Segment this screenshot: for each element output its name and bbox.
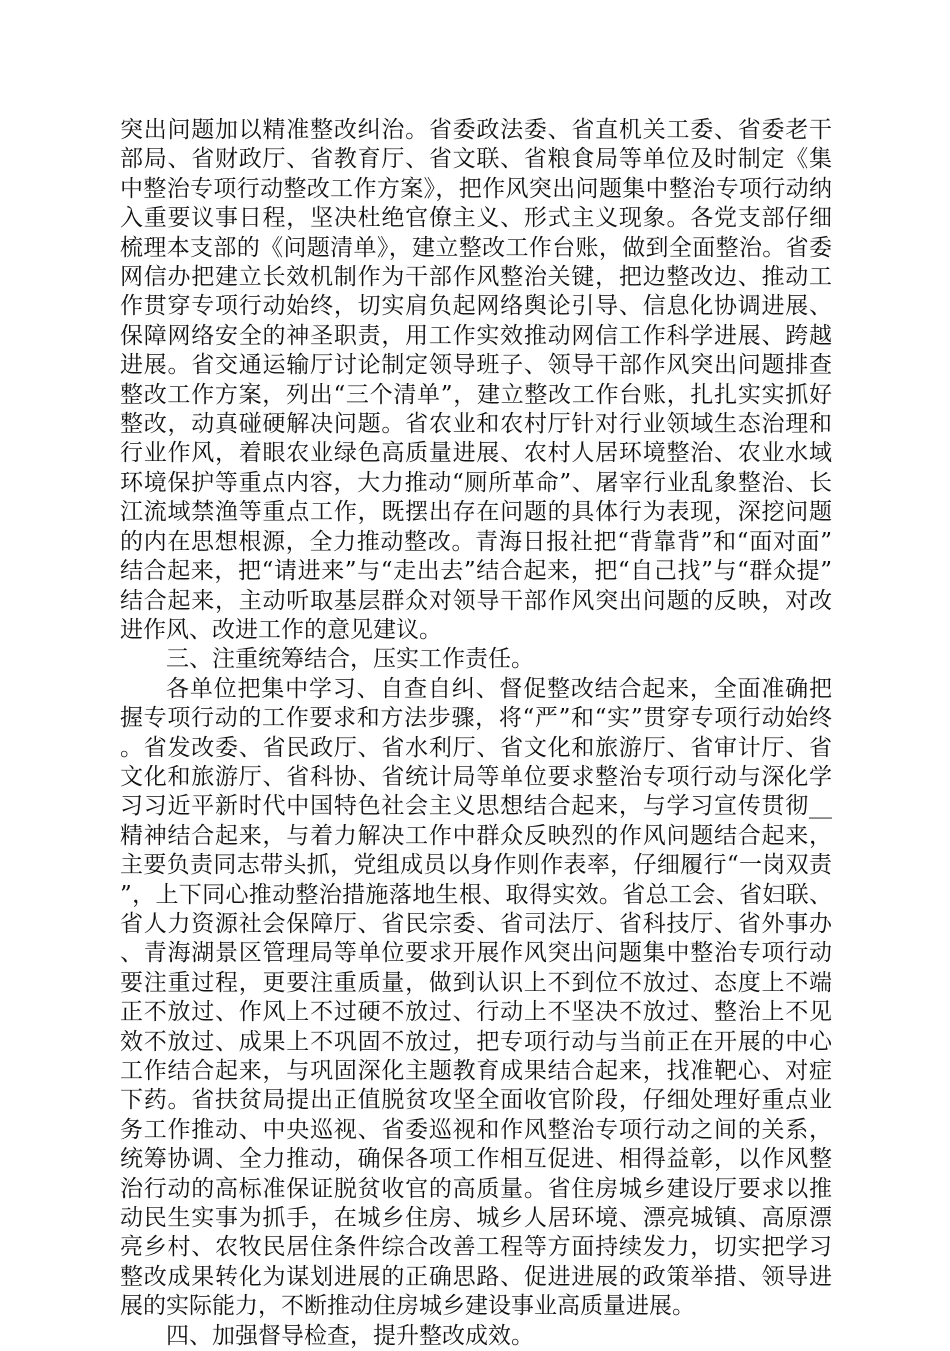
document-page: [120, 116, 832, 1351]
section-heading-4: 四、加强督导检查，提升整改成效。: [166, 1322, 534, 1349]
body-paragraph-1: 突出问题加以精准整改纠治。省委政法委、省直机关工委、省委老干部局、省财政厅、省教育厅、省文联、省粮食局等单位及时制定《集中整治专项行动整改工作方案》，把作风突出问题集中整治专项行动纳入重要议事日程，坚决杜绝官僚主义、形式主义现象。各党支部仔细梳理本支部的《问题清单》，建立整改工作台账，做到全面整治。省委网信办把建立长效机制作为干部作风整治关键，把边整改边、推动工作贯穿专项行动始终，切实肩负起网络舆论引导、信息化协调进展、保障网络安全的神圣职责，用工作实效推动网信工作科学进展、跨越进展。省交通运输厅讨论制定领导班子、领导干部作风突出问题排查整改工作方案，列出“三个清单”，建立整改工作台账，扎扎实实抓好整改，动真碰硬解决问题。省农业和农村厅针对行业领域生态治理和行业作风，着眼农业绿色高质量进展、农村人居环境整治、农业水域环境保护等重点内容，大力推动“厕所革命”、屠宰行业乱象整治、长江流域禁渔等重点工作，既摆出存在问题的具体行为表现，深挖问题的内在思想根源，全力推动整改。青海日报社把“背靠背”和“面对面”结合起来，把“请进来”与“走出去”结合起来，把“自己找”与“群众提”结合起来，主动听取基层群众对领导干部作风突出问题的反映，对改进作风、改进工作的意见建议。: [120, 117, 832, 643]
section-heading-3: 三、注重统筹结合，压实工作责任。: [166, 646, 534, 673]
body-paragraph-2: 各单位把集中学习、自查自纠、督促整改结合起来，全面准确把握专项行动的工作要求和方法步骤，将“严”和“实”贯穿专项行动始终。省发改委、省民政厅、省水利厅、省文化和旅游厅、省审计厅、省文化和旅游厅、省科协、省统计局等单位要求整治专项行动与深化学习习近平新时代中国特色社会主义思想结合起来，与学习宣传贯彻__精神结合起来，与着力解决工作中群众反映烈的作风问题结合起来，主要负责同志带头抓，党组成员以身作则作表率，仔细履行“一岗双责”，上下同心推动整治措施落地生根、取得实效。省总工会、省妇联、省人力资源社会保障厅、省民宗委、省司法厅、省科技厅、省外事办、青海湖景区管理局等单位要求开展作风突出问题集中整治专项行动要注重过程，更要注重质量，做到认识上不到位不放过、态度上不端正不放过、作风上不过硬不放过、行动上不坚决不放过、整治上不见效不放过、成果上不巩固不放过，把专项行动与当前正在开展的中心工作结合起来，与巩固深化主题教育成果结合起来，找准靶心、对症下药。省扶贫局提出正值脱贫攻坚全面收官阶段，仔细处理好重点业务工作推动、中央巡视、省委巡视和作风整治专项行动之间的关系，统筹协调、全力推动，确保各项工作相互促进、相得益彰，以作风整治行动的高标准保证脱贫收官的高质量。省住房城乡建设厅要求以推动民生实事为抓手，在城乡住房、城乡人居环境、漂亮城镇、高原漂亮乡村、农牧民居住条件综合改善工程等方面持续发力，切实把学习整改成果转化为谋划进展的正确思路、促进进展的政策举措、领导进展的实际能力，不断推动住房城乡建设事业高质量进展。: [120, 675, 832, 1320]
